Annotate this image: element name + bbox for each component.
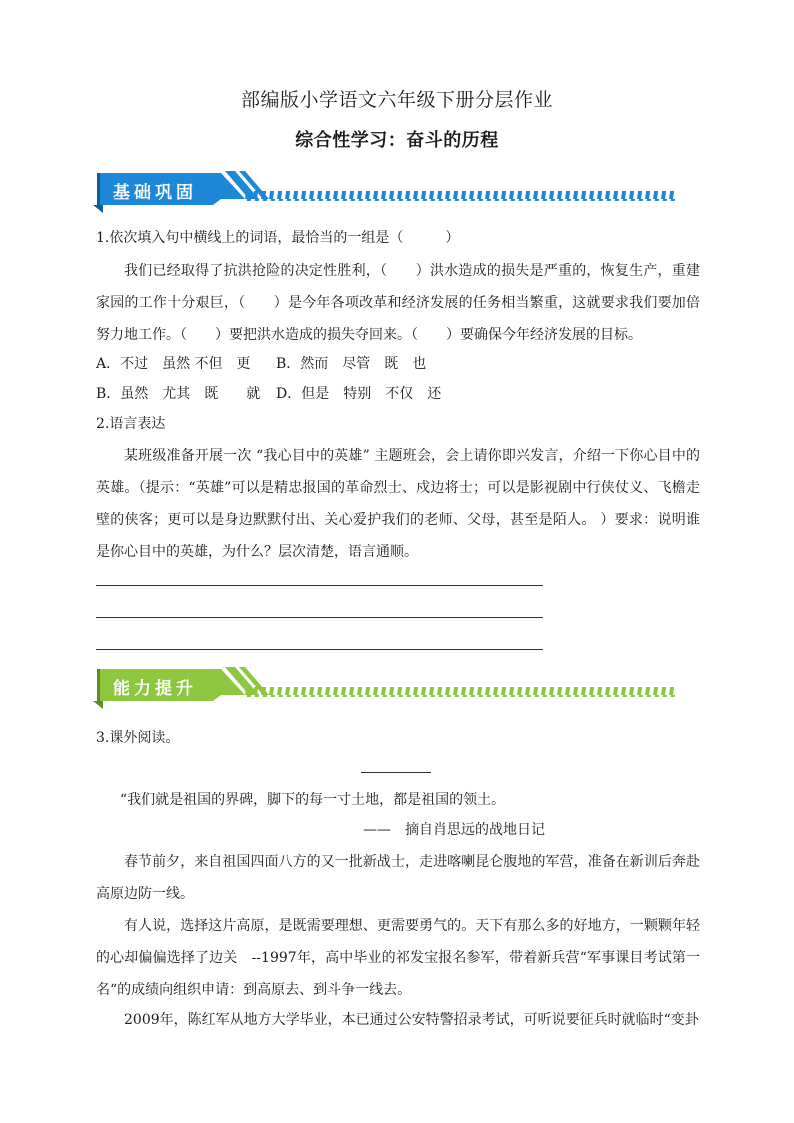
reading-paragraph-3: 2009年，陈红军从地方大学毕业，本已通过公安特警招录考试，可听说要征兵时就临时“变卦 <box>124 1012 699 1028</box>
answer-line-2 <box>96 617 543 618</box>
question-1-options-row-1 <box>96 354 700 374</box>
page-title: 部编版小学语文六年级下册分层作业 <box>240 89 553 111</box>
option-a: A．不过 虽然 不但 更 <box>96 356 251 372</box>
answer-line-1 <box>96 585 543 586</box>
question-1-options-row-2 <box>96 384 700 404</box>
option-d: D．但是 特别 不仅 还 <box>276 386 442 402</box>
option-b: B．然而 尽管 既 也 <box>276 356 427 372</box>
section-banner-ability <box>93 667 678 711</box>
option-c: B．虽然 尤其 既 就 <box>96 386 261 402</box>
reading-paragraph-2: 有人说，选择这片高原，是既需要理想、更需要勇气的。天下有那么多的好地方，一颗颗年轻的心却偏偏选择了边关 --1997年，高中毕业的祁发宝报名参军，带着新兵营“军事课目考试第一名“的成绩向组织申请：到高原去、到斗争一线去。 <box>96 918 700 998</box>
question-1-passage: 我们已经取得了抗洪抢险的决定性胜利，（ ）洪水造成的损失是严重的，恢复生产，重建家园的工作十分艰巨，（ ）是今年各项改革和经济发展的任务相当繁重，这就要求我们要加倍努力地工作。（ ）要把洪水造成的损失夺回来。（ ）要确保今年经济发展的目标。 <box>96 263 700 343</box>
question-2-passage: 某班级准备开展一次 “我心目中的英雄” 主题班会，会上请你即兴发言，介绍一下你心目中的英雄。（提示：“英雄”可以是精忠报国的革命烈士、戍边将士；可以是影视剧中行侠仗义、飞檐走壁的侠客；更可以是身边默默付出、关心爱护我们的老师、父母，甚至是陌人。 ）要求：说明谁是你心目中的英雄，为什么？层次清楚，语言通顺。 <box>96 448 700 560</box>
section-banner-basic <box>93 171 678 215</box>
question-2-stem: 2.语言表达 <box>96 416 166 432</box>
reading-paragraph-1: 春节前夕，来自祖国四面八方的又一批新战士，走进喀喇昆仑腹地的军营，准备在新训后奔赴高原边防一线。 <box>96 854 700 902</box>
reading-quote: “我们就是祖国的界碑，脚下的每一寸土地，都是祖国的领土。 <box>120 792 506 808</box>
section-label-basic: 基础巩固 <box>113 183 197 203</box>
answer-line-3 <box>96 649 543 650</box>
page-subtitle: 综合性学习：奋斗的历程 <box>295 130 499 151</box>
reading-source: —— 摘自肖思远的战地日记 <box>363 822 545 838</box>
question-3-stem: 3.课外阅读。 <box>96 730 180 746</box>
question-1-stem: 1.依次填入句中横线上的词语，最恰当的一组是（ ） <box>96 230 460 246</box>
section-label-ability: 能力提升 <box>113 679 197 699</box>
reading-title-blank <box>361 772 431 773</box>
